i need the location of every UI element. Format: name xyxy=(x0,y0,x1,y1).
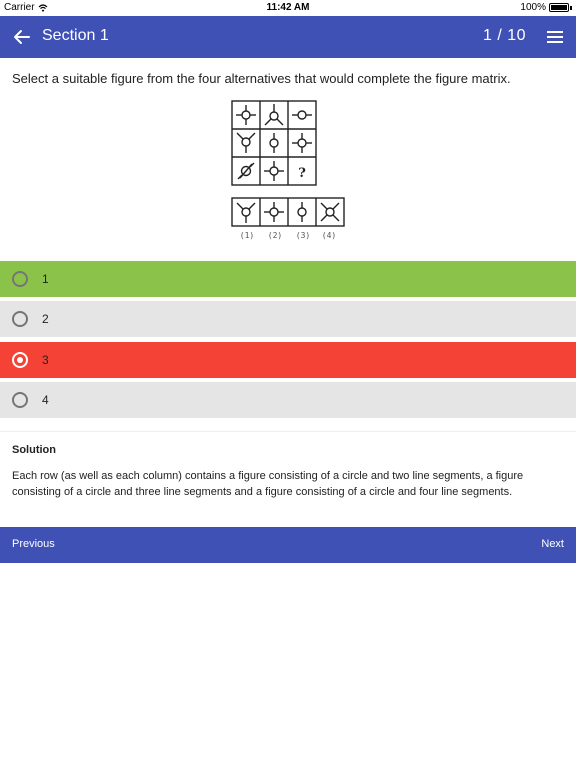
question-figure xyxy=(0,98,576,248)
previous-button[interactable]: Previous xyxy=(12,538,55,550)
alt-figure-3 xyxy=(298,202,306,222)
alt-label-1: (1) xyxy=(239,231,255,240)
app-bar xyxy=(0,16,576,58)
status-bar xyxy=(0,0,576,16)
matrix-cell-r3c1 xyxy=(238,163,254,179)
alt-label-2: (2) xyxy=(267,231,283,240)
matrix-cell-r2c1 xyxy=(237,133,255,153)
radio-button[interactable] xyxy=(12,352,28,368)
alt-label-4: (4) xyxy=(321,231,337,240)
option-label: 1 xyxy=(42,272,49,286)
radio-button[interactable] xyxy=(12,271,28,287)
radio-button[interactable] xyxy=(12,311,28,327)
status-time: 11:42 AM xyxy=(266,2,310,13)
solution-text: Each row (as well as each column) contains a figure consisting of a circle and two line segments, a figure consisting of a circle and three line segments and a figure consisting of a circle and four line segments. xyxy=(12,470,524,498)
section-title: Section 1 xyxy=(42,27,109,44)
matrix-cell-r3c2 xyxy=(264,161,284,181)
question-counter: 1 / 10 xyxy=(482,27,526,44)
solution-title: Solution xyxy=(12,444,56,456)
matrix-cell-r2c3 xyxy=(292,133,312,153)
matrix-missing-mark: ? xyxy=(298,166,306,181)
alt-figure-1 xyxy=(237,203,255,223)
matrix-cell-r1c2 xyxy=(265,104,283,125)
matrix-cell-r1c3 xyxy=(292,111,312,119)
matrix-cell-r1c1 xyxy=(236,105,256,125)
option-2[interactable] xyxy=(0,301,576,337)
option-label: 3 xyxy=(42,353,49,367)
matrix-cell-r2c2 xyxy=(270,133,278,153)
question-text: Select a suitable figure from the four alternatives that would complete the figure matrix. xyxy=(12,71,511,86)
menu-icon[interactable] xyxy=(546,28,564,46)
back-arrow-icon[interactable] xyxy=(12,27,32,47)
option-3[interactable] xyxy=(0,342,576,378)
alt-figure-4 xyxy=(321,203,339,221)
battery-icon xyxy=(549,3,569,12)
alt-label-3: (3) xyxy=(295,231,311,240)
battery-percent: 100% xyxy=(520,2,546,13)
bottom-nav-bar xyxy=(0,527,576,563)
option-label: 4 xyxy=(42,393,49,407)
option-1[interactable] xyxy=(0,261,576,297)
battery-info xyxy=(520,2,572,13)
carrier-label: Carrier xyxy=(4,2,35,13)
option-4[interactable] xyxy=(0,382,576,418)
figure-matrix-svg xyxy=(0,98,576,248)
option-label: 2 xyxy=(42,312,49,326)
radio-button[interactable] xyxy=(12,392,28,408)
alt-figure-2 xyxy=(264,202,284,222)
divider xyxy=(0,431,576,432)
next-button[interactable]: Next xyxy=(541,538,564,550)
